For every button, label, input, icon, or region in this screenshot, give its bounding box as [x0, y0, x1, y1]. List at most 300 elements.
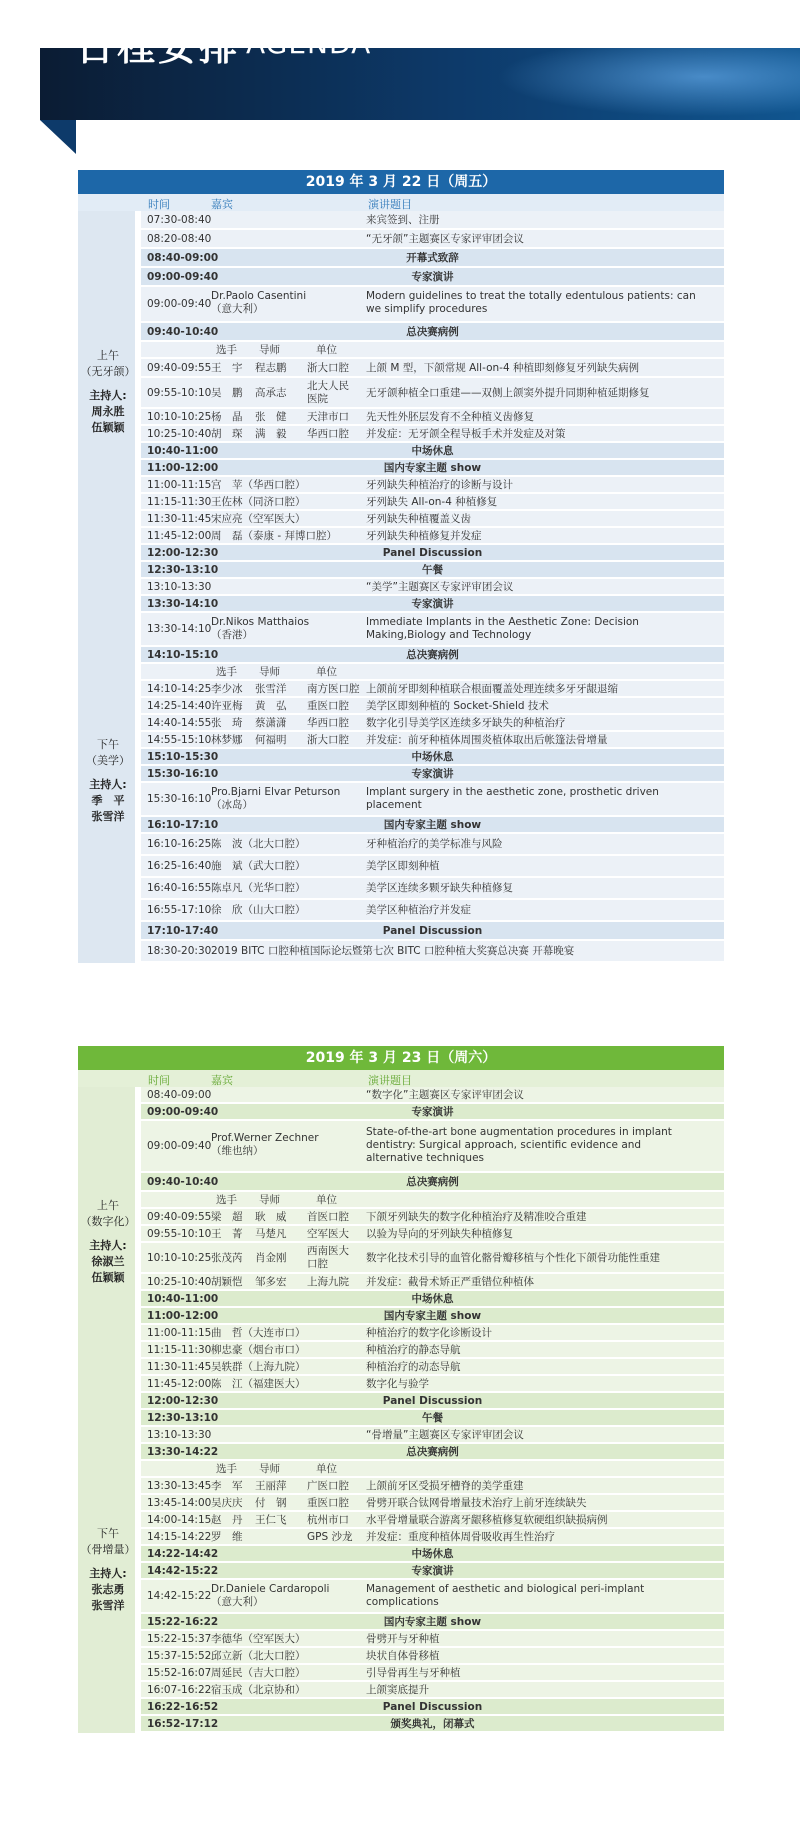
table-cell: 15:22-15:37	[147, 1633, 212, 1645]
table-cell: 11:15-11:30	[147, 496, 212, 508]
table-row	[141, 1665, 724, 1682]
table-row	[141, 1308, 724, 1325]
table-row	[141, 613, 724, 647]
table-cell: 宋应亮（空军医大）	[211, 513, 306, 525]
table-cell: 周延民（吉大口腔）	[211, 1667, 306, 1679]
table-cell: （意大利）	[211, 303, 264, 315]
period-label: 下午	[97, 1527, 119, 1540]
table-cell: 上颌窦底提升	[366, 1684, 429, 1696]
table-cell: 王 宇	[211, 362, 243, 374]
table-cell: Dr.Nikos Matthaios	[211, 616, 310, 628]
table-cell: 块状自体骨移植	[366, 1650, 440, 1662]
table-row	[141, 766, 724, 783]
table-cell: 并发症：前牙种植体周围炎植体取出后帐篷法骨增量	[366, 734, 608, 746]
table-cell: 国内专家主题 show	[383, 1616, 482, 1628]
table-cell: 10:10-10:25	[147, 1252, 212, 1264]
table-cell: 施 斌（武大口腔）	[211, 860, 306, 872]
table-cell: 午餐	[422, 564, 443, 576]
period-theme: （无牙颌）	[80, 365, 136, 378]
table-cell: 张茂芮	[211, 1252, 243, 1264]
session-am	[78, 1197, 138, 1285]
table-cell: 肖金刚	[255, 1252, 287, 1264]
table-row	[141, 1376, 724, 1393]
table-row	[141, 1682, 724, 1699]
table-cell: 12:00-12:30	[147, 547, 219, 559]
table-row	[141, 596, 724, 613]
host-name: 张雪洋	[91, 810, 125, 823]
table-cell: 13:10-13:30	[147, 581, 212, 593]
table-cell: 11:00-11:15	[147, 1327, 212, 1339]
table-cell: 西南医大口腔	[307, 1245, 349, 1270]
table-cell: 中场休息	[411, 445, 454, 457]
table-cell: 15:52-16:07	[147, 1667, 212, 1679]
table-row	[141, 1427, 724, 1444]
table-cell: 选手	[216, 1194, 237, 1206]
table-cell: 吴庆庆	[211, 1497, 243, 1509]
col-time: 时间	[148, 198, 170, 211]
table-cell: 耿 威	[255, 1211, 287, 1223]
table-row	[141, 477, 724, 494]
table-cell: 宫 苹（华西口腔）	[211, 479, 306, 491]
table-cell: 蔡潇潇	[255, 717, 287, 729]
table-cell: 下颌牙列缺失的数字化种植治疗及精准咬合重建	[366, 1211, 587, 1223]
table-cell: 王仁飞	[255, 1514, 287, 1526]
table-row	[141, 1393, 724, 1410]
table-row	[141, 878, 724, 900]
table-cell: 邹多宏	[255, 1276, 287, 1288]
table-row	[141, 1563, 724, 1580]
table-row	[141, 323, 724, 342]
table-cell: 并发症：重度种植体周骨吸收再生性治疗	[366, 1531, 555, 1543]
table-row	[141, 342, 724, 359]
period-theme: （骨增量）	[80, 1543, 136, 1556]
table-row	[141, 941, 724, 963]
table-cell: “数字化”主题赛区专家评审团会议	[366, 1089, 524, 1101]
table-row	[141, 1716, 724, 1733]
table-cell: 总决赛病例	[406, 649, 459, 661]
table-cell: 11:45-12:00	[147, 530, 212, 542]
table-cell: GPS 沙龙	[307, 1531, 353, 1543]
table-cell: 16:40-16:55	[147, 882, 212, 894]
table-cell: 10:10-10:25	[147, 411, 212, 423]
table-cell: 11:00-11:15	[147, 479, 212, 491]
table-cell: （冰岛）	[211, 799, 253, 811]
table-cell: 美学区即刻种植的 Socket-Shield 技术	[366, 700, 549, 712]
table-cell: 许亚梅	[211, 700, 243, 712]
table-cell: 柳忠豪（烟台市口）	[211, 1344, 306, 1356]
table-cell: 12:00-12:30	[147, 1395, 219, 1407]
table-row	[141, 1410, 724, 1427]
table-row	[141, 681, 724, 698]
table-cell: 数字化引导美学区连续多牙缺失的种植治疗	[366, 717, 566, 729]
page-subtitle: AGENDA	[246, 27, 372, 60]
table-cell: 中场休息	[411, 751, 454, 763]
table-cell: 来宾签到、注册	[366, 214, 440, 226]
table-cell: Dr.Paolo Casentini	[211, 290, 307, 302]
table-cell: 13:10-13:30	[147, 1429, 212, 1441]
table-row	[141, 378, 724, 409]
table-cell: 14:42-15:22	[147, 1565, 219, 1577]
table-cell: 林梦娜	[211, 734, 243, 746]
host-label: 主持人:	[89, 778, 127, 791]
column-header	[78, 194, 724, 211]
period-label: 上午	[97, 1199, 119, 1212]
table-cell: 11:45-12:00	[147, 1378, 212, 1390]
table-cell: 11:30-11:45	[147, 1361, 212, 1373]
table-cell: 13:30-14:10	[147, 623, 212, 635]
table-row	[141, 268, 724, 287]
table-cell: 11:00-12:00	[147, 1310, 219, 1322]
table-cell: 08:40-09:00	[147, 1089, 212, 1101]
table-cell: 胡颖恺	[211, 1276, 243, 1288]
host-label: 主持人:	[89, 1239, 127, 1252]
table-cell: 空军医大	[307, 1228, 349, 1240]
table-cell: 国内专家主题 show	[383, 1310, 482, 1322]
table-cell: 10:40-11:00	[147, 1293, 219, 1305]
table-cell: 13:30-13:45	[147, 1480, 212, 1492]
col-speaker: 嘉宾	[211, 1074, 233, 1087]
table-cell: 吴轶群（上海九院）	[211, 1361, 306, 1373]
table-cell: 无牙颌种植全口重建——双侧上颌窦外提升同期种植延期修复	[366, 387, 650, 399]
table-cell: 09:40-09:55	[147, 362, 212, 374]
table-cell: 胡 琛	[211, 428, 243, 440]
table-cell: 陈 江（福建医大）	[211, 1378, 306, 1390]
table-cell: 南方医口腔	[307, 683, 360, 695]
table-cell: 14:40-14:55	[147, 717, 212, 729]
table-cell: 广医口腔	[307, 1480, 349, 1492]
banner-glow	[480, 48, 800, 120]
table-cell: （香港）	[211, 629, 253, 641]
table-row	[141, 1512, 724, 1529]
table-row	[141, 1342, 724, 1359]
day-2-schedule	[78, 1046, 724, 1733]
table-cell: 张 琦	[211, 717, 243, 729]
table-cell: 2019 BITC 口腔种植国际论坛暨第七次 BITC 口腔种植大奖赛总决赛 开幕晚宴	[211, 945, 575, 957]
table-cell: Panel Discussion	[382, 925, 483, 937]
table-cell: 14:25-14:40	[147, 700, 212, 712]
table-cell: 09:00-09:40	[147, 1140, 212, 1152]
table-cell: 18:30-20:30	[147, 945, 212, 957]
table-cell: 选手	[216, 666, 237, 678]
table-cell: 天津市口	[307, 411, 349, 423]
table-cell: 重医口腔	[307, 1497, 349, 1509]
table-cell: 吴 鹏	[211, 387, 243, 399]
table-row	[141, 922, 724, 941]
table-cell: 上颌前牙区受损牙槽脊的美学重建	[366, 1480, 524, 1492]
table-cell: 数字化技术引导的血管化髂骨瓣移植与个性化下颌骨功能性重建	[366, 1252, 660, 1264]
table-row	[141, 1274, 724, 1291]
table-cell: 王丽萍	[255, 1480, 287, 1492]
table-row	[141, 1104, 724, 1121]
table-cell: 宿玉成（北京协和）	[211, 1684, 306, 1696]
table-cell: Management of aesthetic and biological peri-implant complications	[366, 1583, 645, 1608]
table-cell: 16:07-16:22	[147, 1684, 212, 1696]
table-cell: 李德华（空军医大）	[211, 1633, 306, 1645]
day-1-date: 2019 年 3 月 22 日（周五）	[78, 170, 724, 194]
table-row	[141, 1192, 724, 1209]
table-cell: 14:15-14:22	[147, 1531, 212, 1543]
table-cell: 总决赛病例	[406, 1176, 459, 1188]
table-cell: 专家演讲	[411, 271, 454, 283]
table-cell: 梁 超	[211, 1211, 243, 1223]
table-cell: 导师	[259, 344, 280, 356]
table-row	[141, 1173, 724, 1192]
table-cell: 何福明	[255, 734, 287, 746]
table-cell: 颁奖典礼，闭幕式	[390, 1718, 475, 1730]
table-cell: 引导骨再生与牙种植	[366, 1667, 461, 1679]
table-row	[141, 249, 724, 268]
table-cell: 16:25-16:40	[147, 860, 212, 872]
table-row	[141, 1631, 724, 1648]
table-cell: 导师	[259, 666, 280, 678]
table-cell: 11:15-11:30	[147, 1344, 212, 1356]
table-row	[141, 1226, 724, 1243]
table-cell: 午餐	[422, 1412, 443, 1424]
col-speaker: 嘉宾	[211, 198, 233, 211]
table-row	[141, 900, 724, 922]
table-cell: 专家演讲	[411, 1565, 454, 1577]
table-cell: 水平骨增量联合游离牙龈移植修复软硬组织缺损病例	[366, 1514, 608, 1526]
table-row	[141, 426, 724, 443]
table-cell: 上颌前牙即刻种植联合根面覆盖处理连续多牙牙龈退缩	[366, 683, 618, 695]
table-cell: 专家演讲	[411, 598, 454, 610]
period-label: 下午	[97, 738, 119, 751]
table-cell: 专家演讲	[411, 1106, 454, 1118]
table-cell: State-of-the-art bone augmentation procedures in implant dentistry: Surgical approach, scientific evidence and alternative techniques	[366, 1126, 672, 1164]
table-row	[141, 1648, 724, 1665]
table-cell: 15:30-16:10	[147, 793, 212, 805]
table-cell: 11:00-12:00	[147, 462, 219, 474]
table-row	[141, 817, 724, 834]
table-row	[141, 1529, 724, 1546]
table-cell: 杭州市口	[307, 1514, 349, 1526]
table-cell: 罗 维	[211, 1531, 243, 1543]
host-name: 张志勇	[91, 1583, 125, 1596]
table-cell: 牙列缺失种植修复并发症	[366, 530, 482, 542]
table-cell: 08:40-09:00	[147, 252, 219, 264]
table-cell: 种植治疗的数字化诊断设计	[366, 1327, 492, 1339]
table-row	[141, 443, 724, 460]
column-header	[78, 1070, 724, 1087]
table-cell: 07:30-08:40	[147, 214, 212, 226]
table-cell: 李少冰	[211, 683, 243, 695]
table-cell: 总决赛病例	[406, 326, 459, 338]
table-cell: 上海九院	[307, 1276, 349, 1288]
table-cell: “骨增量”主题赛区专家评审团会议	[366, 1429, 524, 1441]
table-cell: 17:10-17:40	[147, 925, 219, 937]
table-cell: 邱立新（北大口腔）	[211, 1650, 306, 1662]
table-cell: 并发症：截骨术矫正严重错位种植体	[366, 1276, 534, 1288]
table-cell: 牙列缺失种植覆盖义齿	[366, 513, 471, 525]
banner-tail	[40, 120, 76, 154]
host-name: 徐淑兰	[91, 1255, 125, 1268]
table-cell: 杨 晶	[211, 411, 243, 423]
table-cell: 黄 弘	[255, 700, 287, 712]
session-sidebar	[78, 211, 138, 963]
table-cell: 浙大口腔	[307, 734, 349, 746]
session-am	[78, 347, 138, 435]
table-cell: 15:10-15:30	[147, 751, 219, 763]
table-cell: 国内专家主题 show	[383, 819, 482, 831]
table-cell: 王佐林（同济口腔）	[211, 496, 306, 508]
table-cell: 09:00-09:40	[147, 298, 212, 310]
table-cell: 15:22-16:22	[147, 1616, 219, 1628]
table-cell: 赵 丹	[211, 1514, 243, 1526]
table-cell: 并发症：无牙颌全程导板手术并发症及对策	[366, 428, 566, 440]
table-row	[141, 230, 724, 249]
table-cell: 马楚凡	[255, 1228, 287, 1240]
table-cell: 付 钢	[255, 1497, 287, 1509]
table-row	[141, 211, 724, 230]
table-row	[141, 1614, 724, 1631]
table-cell: 09:55-10:10	[147, 387, 212, 399]
table-cell: Panel Discussion	[382, 547, 483, 559]
table-cell: 首医口腔	[307, 1211, 349, 1223]
table-cell: 中场休息	[411, 1293, 454, 1305]
host-name: 周永胜	[91, 405, 125, 418]
table-cell: 08:20-08:40	[147, 233, 212, 245]
table-cell: 北大人民医院	[307, 380, 349, 405]
session-pm	[78, 736, 138, 824]
day-2-date: 2019 年 3 月 23 日（周六）	[78, 1046, 724, 1070]
table-cell: 15:30-16:10	[147, 768, 219, 780]
table-row	[141, 664, 724, 681]
table-cell: 单位	[316, 344, 337, 356]
table-cell: 09:40-09:55	[147, 1211, 212, 1223]
table-cell: Immediate Implants in the Aesthetic Zone: Decision Making,Biology and Technology	[366, 616, 639, 641]
table-row	[141, 749, 724, 766]
session-pm	[78, 1525, 138, 1613]
table-cell: Panel Discussion	[382, 1701, 483, 1713]
table-cell: 骨劈开联合钛网骨增量技术治疗上前牙连续缺失	[366, 1497, 587, 1509]
table-cell: 16:55-17:10	[147, 904, 212, 916]
table-cell: 骨劈开与牙种植	[366, 1633, 440, 1645]
table-cell: 09:40-10:40	[147, 326, 219, 338]
table-cell: Dr.Daniele Cardaropoli	[211, 1583, 330, 1595]
table-cell: 牙列缺失 All-on-4 种植修复	[366, 496, 498, 508]
table-row	[141, 698, 724, 715]
page-title: 日程安排	[76, 25, 241, 69]
table-cell: 单位	[316, 1194, 337, 1206]
table-cell: 数字化与验学	[366, 1378, 429, 1390]
table-cell: 程志鹏	[255, 362, 287, 374]
session-sidebar	[78, 1087, 138, 1733]
table-row	[141, 1291, 724, 1308]
table-cell: 12:30-13:10	[147, 1412, 219, 1424]
host-label: 主持人:	[89, 1567, 127, 1580]
table-cell: 徐 欣（山大口腔）	[211, 904, 306, 916]
table-cell: 种植治疗的动态导航	[366, 1361, 461, 1373]
table-row	[141, 528, 724, 545]
table-row	[141, 1580, 724, 1614]
host-name: 伍颖颖	[91, 421, 125, 434]
table-cell: 13:30-14:10	[147, 598, 219, 610]
table-cell: 中场休息	[411, 1548, 454, 1560]
table-cell: 先天性外胚层发育不全种植义齿修复	[366, 411, 534, 423]
host-label: 主持人:	[89, 389, 127, 402]
table-cell: 美学区种植治疗并发症	[366, 904, 471, 916]
table-row	[141, 856, 724, 878]
table-cell: 选手	[216, 1463, 237, 1475]
table-row	[141, 579, 724, 596]
day-1-schedule	[78, 170, 724, 963]
table-cell: 单位	[316, 1463, 337, 1475]
host-name: 伍颖颖	[91, 1271, 125, 1284]
table-cell: 高承志	[255, 387, 287, 399]
col-time: 时间	[148, 1074, 170, 1087]
table-cell: 单位	[316, 666, 337, 678]
table-row	[141, 511, 724, 528]
table-cell: 09:40-10:40	[147, 1176, 219, 1188]
table-cell: 14:42-15:22	[147, 1590, 212, 1602]
table-row	[141, 783, 724, 817]
table-row	[141, 1209, 724, 1226]
table-cell: 12:30-13:10	[147, 564, 219, 576]
table-row	[141, 647, 724, 664]
table-cell: “美学”主题赛区专家评审团会议	[366, 581, 514, 593]
table-cell: 16:10-17:10	[147, 819, 219, 831]
table-cell: 14:55-15:10	[147, 734, 212, 746]
table-cell: 王 菁	[211, 1228, 243, 1240]
table-cell: 10:40-11:00	[147, 445, 219, 457]
table-cell: 周 磊（泰康 - 拜博口腔）	[211, 530, 337, 542]
table-row	[141, 359, 724, 378]
table-row	[141, 494, 724, 511]
table-cell: 华西口腔	[307, 428, 349, 440]
host-name: 张雪洋	[91, 1599, 125, 1612]
table-cell: “无牙颌”主题赛区专家评审团会议	[366, 233, 524, 245]
table-cell: 10:25-10:40	[147, 428, 212, 440]
table-cell: 选手	[216, 344, 237, 356]
table-row	[141, 1546, 724, 1563]
table-cell: 种植治疗的静态导航	[366, 1344, 461, 1356]
table-cell: 09:00-09:40	[147, 1106, 219, 1118]
table-cell: 14:10-14:25	[147, 683, 212, 695]
table-cell: 浙大口腔	[307, 362, 349, 374]
table-cell: 李 军	[211, 1480, 243, 1492]
table-cell: 专家演讲	[411, 768, 454, 780]
table-cell: Modern guidelines to treat the totally edentulous patients: can we simplify procedures	[366, 290, 696, 315]
table-cell: 重医口腔	[307, 700, 349, 712]
table-cell: 导师	[259, 1194, 280, 1206]
table-cell: 14:00-14:15	[147, 1514, 212, 1526]
table-row	[141, 1461, 724, 1478]
table-row	[141, 1359, 724, 1376]
table-cell: 16:22-16:52	[147, 1701, 219, 1713]
table-cell: 开幕式致辞	[406, 252, 459, 264]
table-cell: 美学区连续多颗牙缺失种植修复	[366, 882, 513, 894]
table-cell: 国内专家主题 show	[383, 462, 482, 474]
table-row	[141, 1121, 724, 1173]
table-row	[141, 834, 724, 856]
table-cell: Panel Discussion	[382, 1395, 483, 1407]
table-row	[141, 732, 724, 749]
table-row	[141, 1495, 724, 1512]
table-cell: 牙种植治疗的美学标准与风险	[366, 838, 503, 850]
table-cell: 上颌 M 型，下颌常规 All-on-4 种植即刻修复牙列缺失病例	[366, 362, 639, 374]
col-topic: 演讲题目	[368, 1074, 412, 1087]
table-row	[141, 1478, 724, 1495]
table-cell: 以验为导向的牙列缺失种植修复	[366, 1228, 513, 1240]
table-row	[141, 1087, 724, 1104]
table-cell: 满 毅	[255, 428, 287, 440]
table-cell: 导师	[259, 1463, 280, 1475]
period-theme: （数字化）	[80, 1215, 136, 1228]
table-cell: 张 健	[255, 411, 287, 423]
table-row	[141, 460, 724, 477]
table-cell: 14:10-15:10	[147, 649, 219, 661]
table-row	[141, 1243, 724, 1274]
